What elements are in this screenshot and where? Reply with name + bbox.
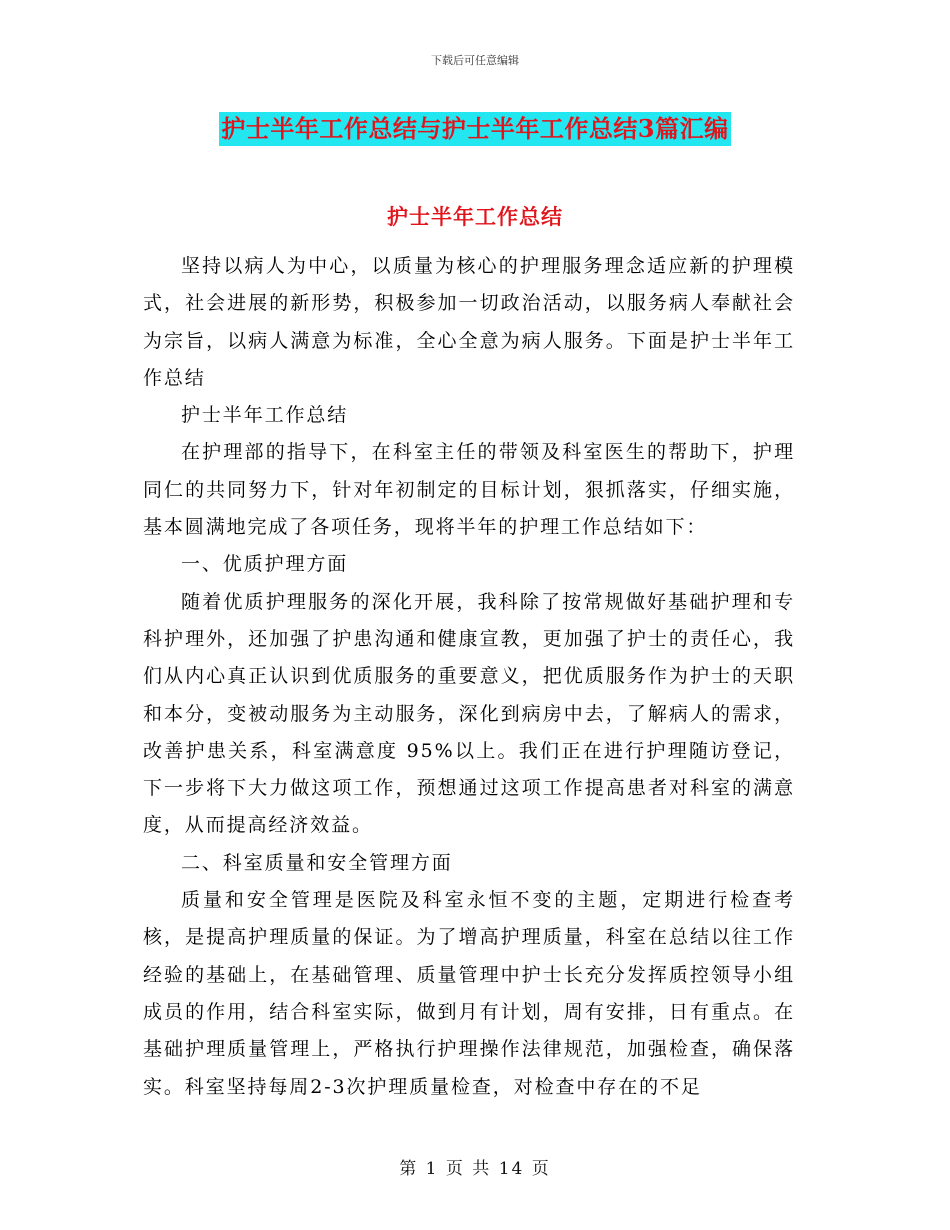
paragraph-intro: 坚持以病人为中心，以质量为核心的护理服务理念适应新的护理模式，社会进展的新形势，积极参加一切政治活动，以服务病人奉献社会为宗旨，以病人满意为标准，全心全意为病人服务。下面是护士半年工作总结 (143, 255, 795, 389)
heading-safety-management: 二、科室质量和安全管理方面 (181, 851, 453, 874)
paragraph-overview: 在护理部的指导下，在科室主任的带领及科室医生的帮助下，护理同仁的共同努力下，针对年初制定的目标计划，狠抓落实，仔细实施，基本圆满地完成了各项任务，现将半年的护理工作总结如下： (143, 441, 795, 539)
paragraph-quality-nursing: 随着优质护理服务的深化开展，我科除了按常规做好基础护理和专科护理外，还加强了护患沟通和健康宣教，更加强了护士的责任心，我们从内心真正认识到优质服务的重要意义，把优质服务作为护士的天职和本分，变被动服务为主动服务，深化到病房中去，了解病人的需求，改善护患关系，科室满意度 95%以上。我们正在进行护理随访登记，下一步将下大力做这项工作，预想通过这项工作提高患者对科室的满意度，从而提高经济效益。 (143, 590, 795, 837)
section-title: 护士半年工作总结 (387, 204, 563, 229)
page-header-note: 下载后可任意编辑 (431, 54, 519, 67)
paragraph-subtitle: 护士半年工作总结 (181, 404, 349, 427)
document-body (143, 248, 795, 1106)
page-number-footer: 第 1 页 共 14 页 (399, 1159, 551, 1179)
document-title: 护士半年工作总结与护士半年工作总结3篇汇编 (219, 112, 730, 146)
heading-quality-nursing: 一、优质护理方面 (181, 553, 349, 576)
document-title-container (0, 112, 950, 146)
paragraph-safety-management: 质量和安全管理是医院及科室永恒不变的主题，定期进行检查考核，是提高护理质量的保证。为了增高护理质量，科室在总结以往工作经验的基础上，在基础管理、质量管理中护士长充分发挥质控领导小组成员的作用，结合科室实际，做到月有计划，周有安排，日有重点。在基础护理质量管理上，严格执行护理操作法律规范，加强检查，确保落实。科室坚持每周2-3次护理质量检查，对检查中存在的不足 (143, 889, 795, 1098)
